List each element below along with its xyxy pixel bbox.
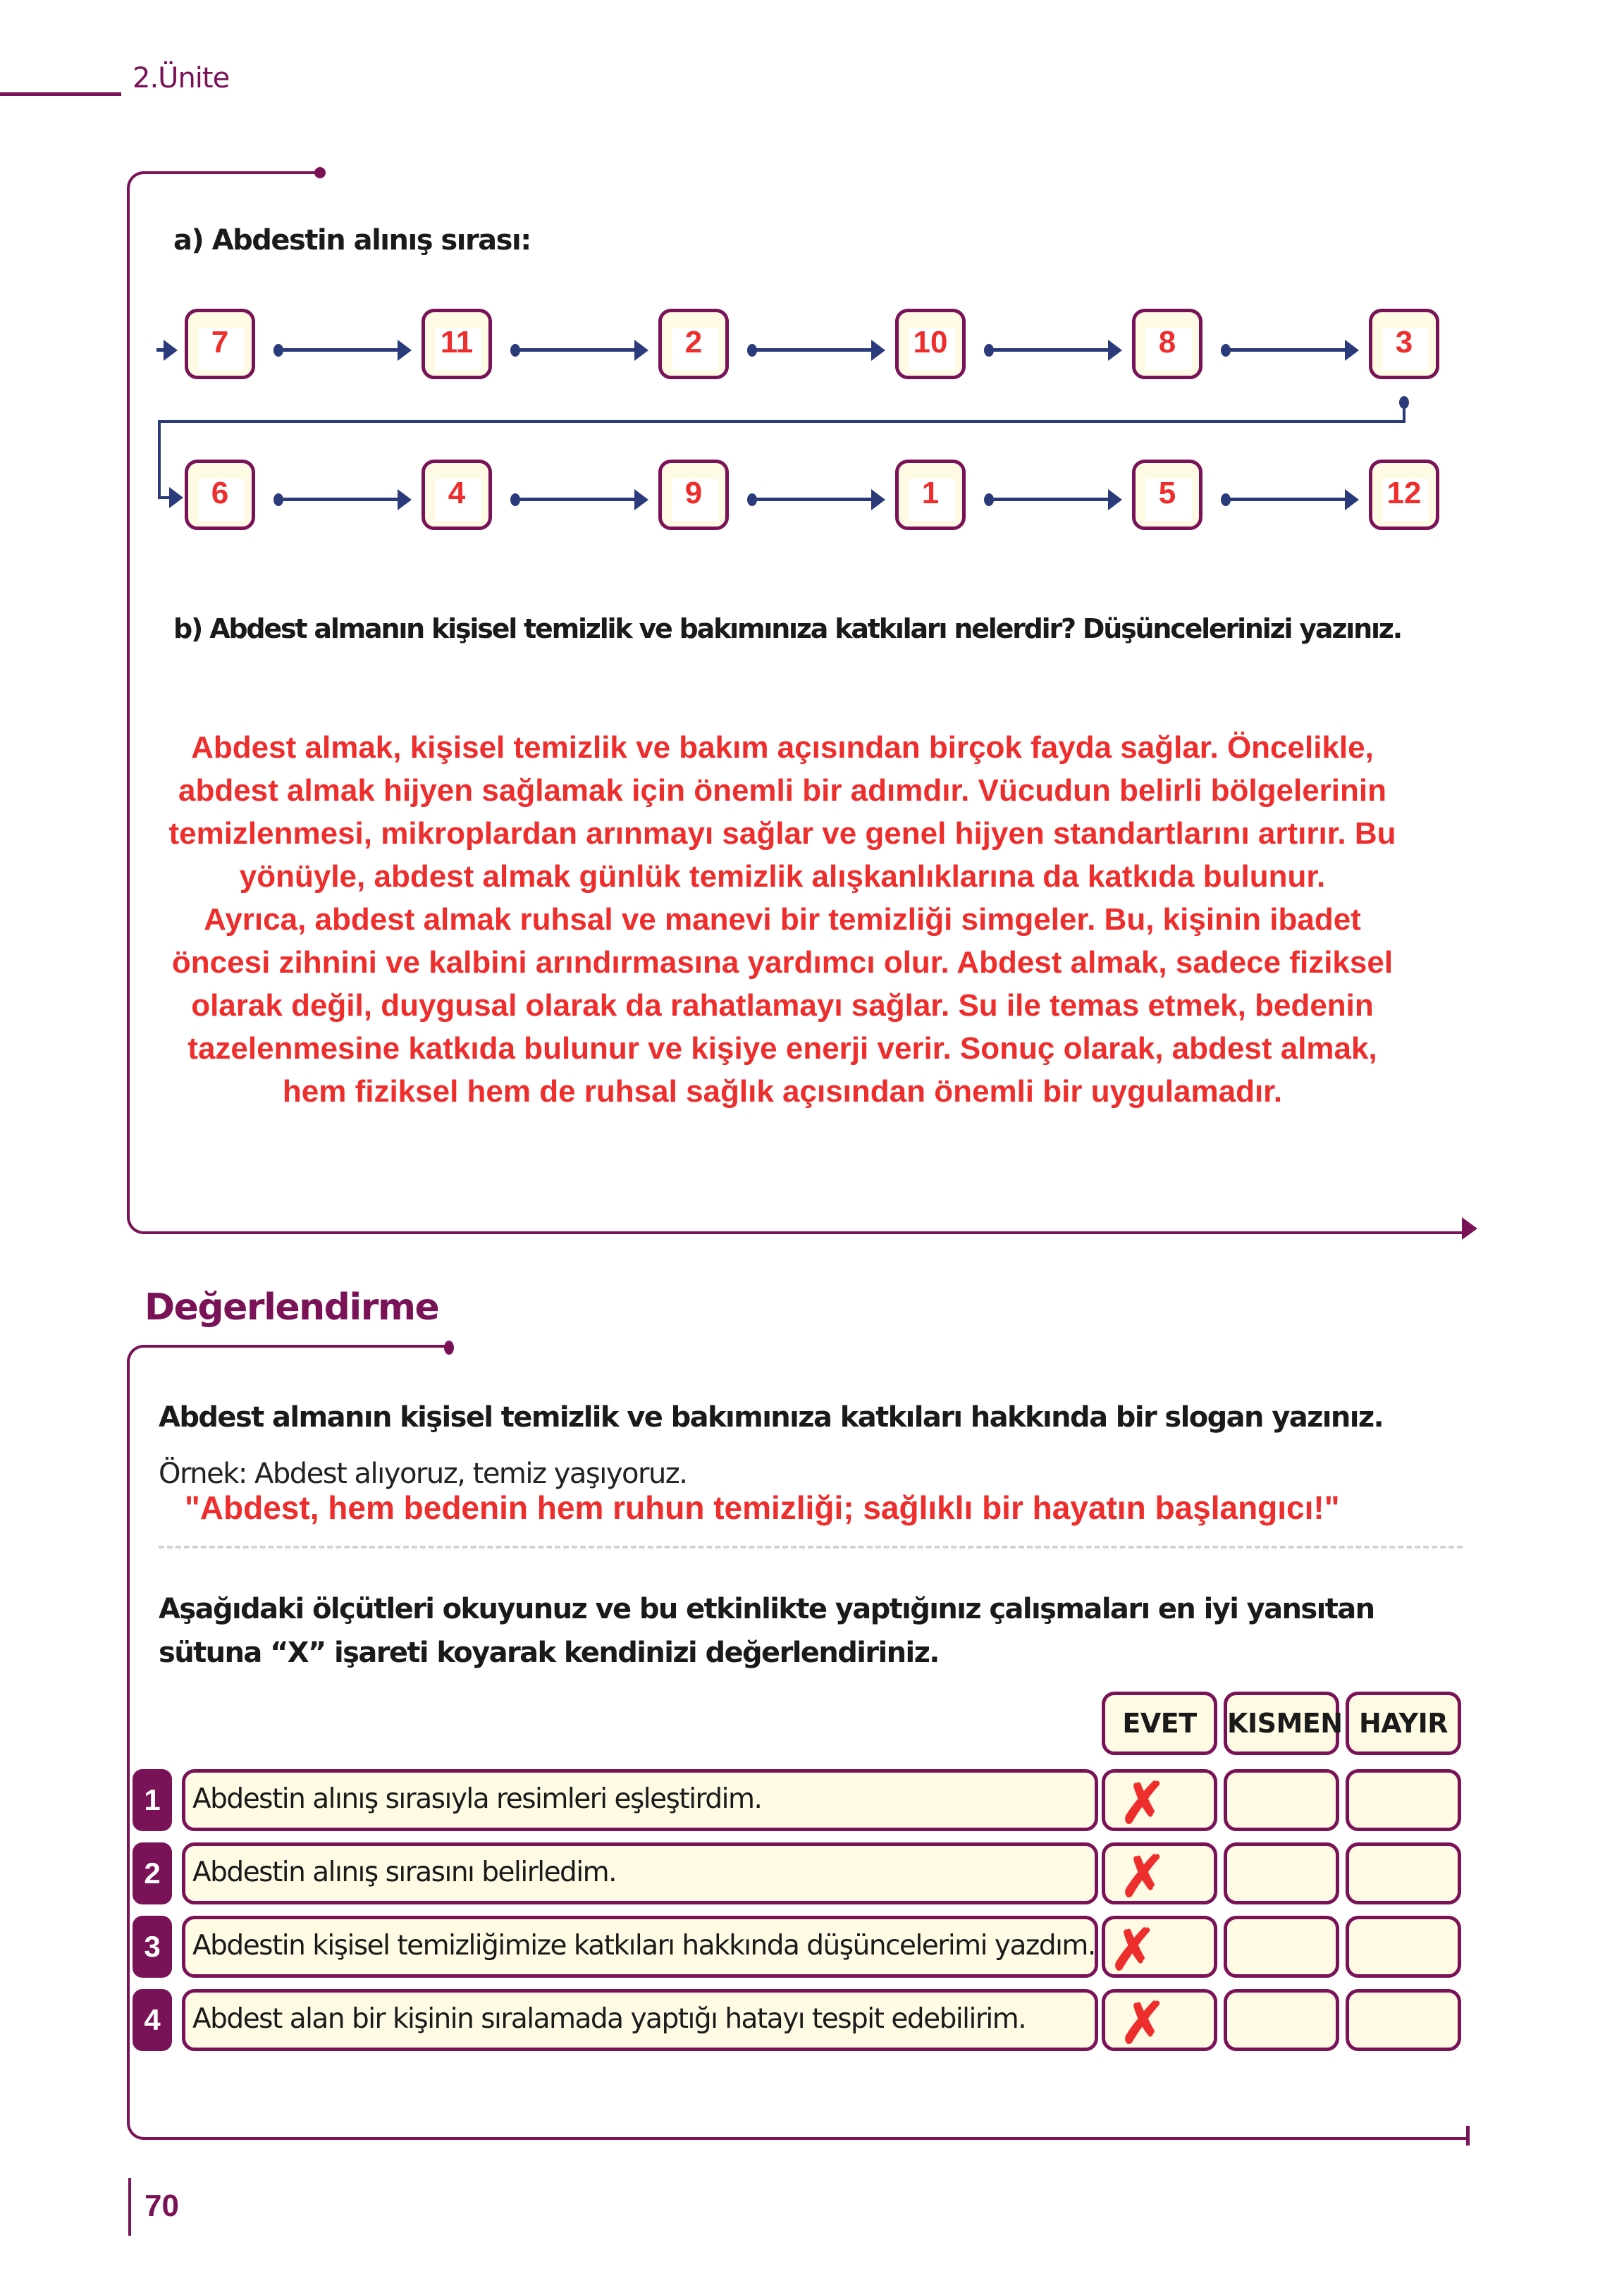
step-box[interactable]: 9 xyxy=(658,460,729,530)
arrow-right-icon xyxy=(398,340,412,361)
slogan-answer[interactable]: "Abdest, hem bedenin hem ruhun temizliği; sağlıklı bir hayatın başlangıcı!" xyxy=(185,1489,1340,1526)
arrow-right-icon xyxy=(169,487,183,508)
frame-end-tick xyxy=(1466,2126,1470,2146)
x-mark-icon: ✗ xyxy=(1119,1845,1167,1908)
row-number-badge: 2 xyxy=(133,1842,172,1904)
step-box[interactable]: 11 xyxy=(422,309,492,379)
question-a: a) Abdestin alınış sırası: xyxy=(173,224,531,257)
step-box[interactable]: 3 xyxy=(1369,309,1439,379)
step-box[interactable]: 1 xyxy=(895,460,966,530)
cell-kismen[interactable] xyxy=(1224,1916,1339,1978)
arrow-right-icon xyxy=(634,340,648,361)
cell-evet[interactable] xyxy=(1102,1769,1217,1835)
frame-arrow-icon xyxy=(1462,1217,1477,1240)
criterion-text: Abdestin alınış sırasını belirledim. xyxy=(182,1842,1098,1904)
row-number-badge: 1 xyxy=(133,1769,172,1831)
x-mark-icon: ✗ xyxy=(1109,1919,1157,1981)
step-box[interactable]: 4 xyxy=(422,460,492,530)
column-header-hayir: HAYIR xyxy=(1346,1692,1461,1755)
cell-hayir[interactable] xyxy=(1346,1842,1461,1904)
step-box[interactable]: 12 xyxy=(1369,460,1439,530)
column-header-evet: EVET xyxy=(1102,1692,1217,1755)
entry-arrow-icon xyxy=(164,340,178,361)
step-box[interactable]: 2 xyxy=(658,309,729,379)
arrow-right-icon xyxy=(1345,489,1359,510)
cell-kismen[interactable] xyxy=(1224,1769,1339,1831)
cell-hayir[interactable] xyxy=(1346,1769,1461,1831)
slogan-question: Abdest almanın kişisel temizlik ve bakımınıza katkıları hakkında bir slogan yazınız. xyxy=(159,1401,1384,1434)
cell-kismen[interactable] xyxy=(1224,1989,1339,2051)
arrow-right-icon xyxy=(398,489,412,510)
arrow-right-icon xyxy=(1345,340,1359,361)
step-box[interactable]: 5 xyxy=(1132,460,1202,530)
cell-hayir[interactable] xyxy=(1346,1989,1461,2051)
evaluation-instruction: Aşağıdaki ölçütleri okuyunuz ve bu etkinlikte yaptığınız çalışmaları en iyi yansıtan sütuna “X” işareti koyarak kendinizi değerlendiriniz. xyxy=(159,1593,1374,1669)
cell-evet[interactable] xyxy=(1102,1916,1217,1981)
page-number-bar xyxy=(128,2178,131,2236)
step-box[interactable]: 7 xyxy=(185,309,255,379)
step-box[interactable]: 10 xyxy=(895,309,966,379)
cell-hayir[interactable] xyxy=(1346,1916,1461,1978)
arrow-right-icon xyxy=(1108,489,1122,510)
step-box[interactable]: 6 xyxy=(185,460,255,530)
arrow-right-icon xyxy=(1108,340,1122,361)
column-header-kismen: KISMEN xyxy=(1224,1692,1339,1755)
row-number-badge: 4 xyxy=(133,1989,172,2051)
criterion-text: Abdestin alınış sırasıyla resimleri eşleştirdim. xyxy=(182,1769,1098,1831)
cell-kismen[interactable] xyxy=(1224,1842,1339,1904)
header-rule xyxy=(0,92,121,96)
step-box[interactable]: 8 xyxy=(1132,309,1202,379)
x-mark-icon: ✗ xyxy=(1119,1992,1167,2055)
frame-dot-icon xyxy=(444,1341,454,1355)
unit-label: 2.Ünite xyxy=(133,62,230,94)
arrow-right-icon xyxy=(871,489,885,510)
arrow-right-icon xyxy=(634,489,648,510)
frame-dot-icon xyxy=(314,167,326,178)
cell-evet[interactable] xyxy=(1102,1842,1217,1908)
cell-evet[interactable] xyxy=(1102,1989,1217,2055)
page-number: 70 xyxy=(144,2189,179,2223)
criterion-text: Abdestin kişisel temizliğimize katkıları hakkında düşüncelerimi yazdım. xyxy=(182,1916,1098,1978)
x-mark-icon: ✗ xyxy=(1119,1772,1167,1835)
evaluation-title: Değerlendirme xyxy=(144,1286,439,1329)
slogan-example: Örnek: Abdest alıyoruz, temiz yaşıyoruz. xyxy=(159,1458,687,1490)
arrow-right-icon xyxy=(871,340,885,361)
criterion-text: Abdest alan bir kişinin sıralamada yaptığı hatayı tespit edebilirim. xyxy=(182,1989,1098,2051)
answer-text[interactable]: Abdest almak, kişisel temizlik ve bakım açısından birçok fayda sağlar. Öncelikle, abdest almak hijyen sağlamak için önemli bir adımdır. Vücudun belirli bölgelerinin temizlenmesi, mikroplardan arınmayı sağlar ve genel hijyen standartlarını artırır. Bu yönüyle, abdest almak günlük temizlik alışkanlıklarına da katkıda bulunur. Ayrıca, abdest almak ruhsal ve manevi bir temizliği simgeler. Bu, kişinin ibadet öncesi zihnini ve kalbini arındırmasına yardımcı olur. Abdest almak, sadece fiziksel olarak değil, duygusal olarak da rahatlamayı sağlar. Su ile temas etmek, bedenin tazelenmesine katkıda bulunur ve kişiye enerji verir. Sonuç olarak, abdest almak, hem fiziksel hem de ruhsal sağlık açısından önemli bir uygulamadır. xyxy=(168,730,1396,1109)
row-number-badge: 3 xyxy=(133,1916,172,1978)
question-b: b) Abdest almanın kişisel temizlik ve bakımınıza katkıları nelerdir? Düşüncelerinizi yazınız. xyxy=(173,613,1401,644)
answer-dashed-line xyxy=(159,1546,1463,1549)
